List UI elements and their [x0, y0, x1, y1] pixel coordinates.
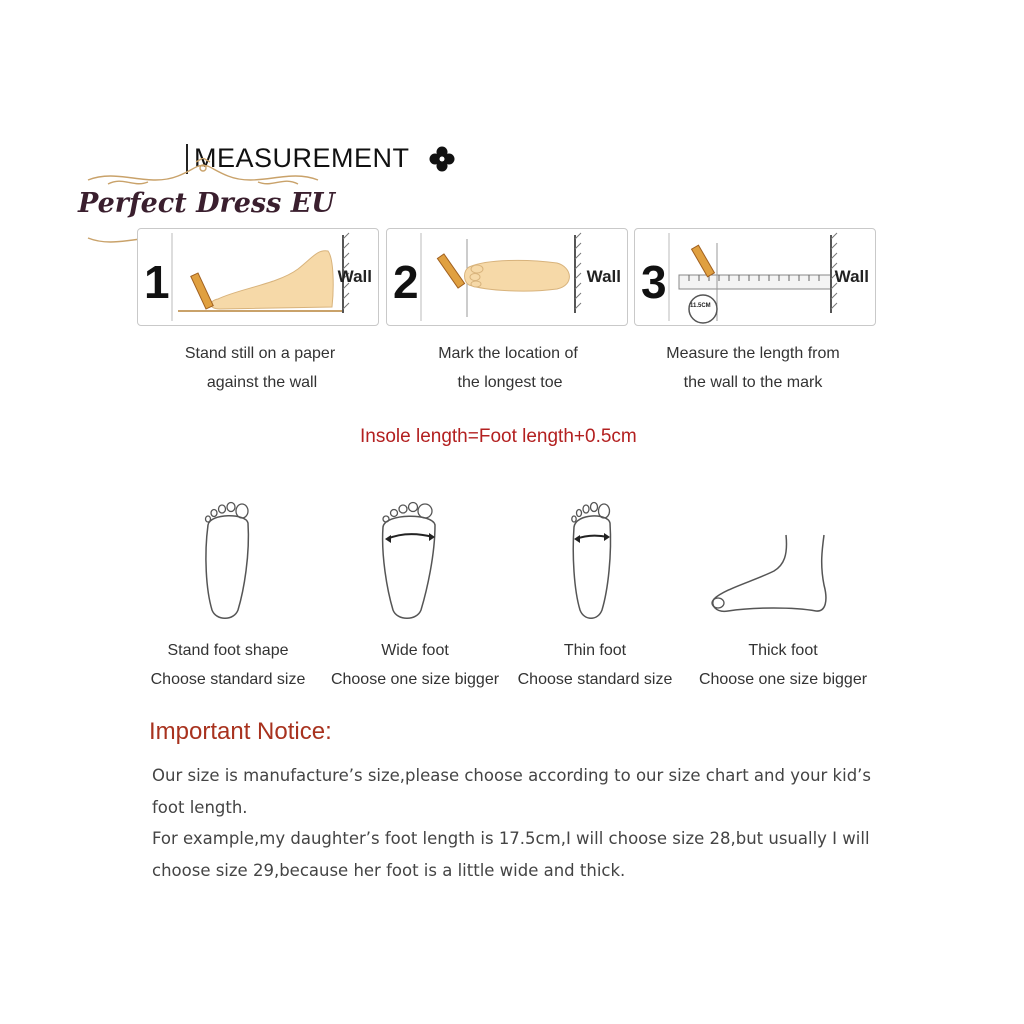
step-1-panel — [137, 228, 379, 326]
standard-foot-icon — [198, 495, 258, 625]
page-title: MEASUREMENT — [194, 143, 410, 173]
notice-paragraph: For example,my daughter’s foot length is 17.5cm,I will choose size 28,but usually I will choose size 29,because her foot is a little wide and thick. — [152, 829, 870, 880]
measure-marker: 11.5CM — [690, 303, 711, 309]
wall-label: Wall — [337, 267, 372, 286]
notice-body — [152, 760, 872, 886]
step-number: 1 — [144, 256, 170, 308]
foot-type-wide: Wide foot Choose one size bigger — [330, 642, 500, 688]
brand-name: Perfect Dress EU — [78, 188, 335, 219]
clover-icon — [428, 145, 456, 173]
step-number: 2 — [393, 256, 419, 308]
wide-foot-icon — [377, 495, 441, 625]
wall-label: Wall — [834, 267, 869, 286]
step-number: 3 — [641, 256, 667, 308]
foot-type-standard: Stand foot shape Choose standard size — [150, 642, 306, 688]
foot-type-thick: Thick foot Choose one size bigger — [698, 642, 868, 688]
foot-type-thin: Thin foot Choose standard size — [517, 642, 673, 688]
step-2-panel — [386, 228, 628, 326]
step-1-caption: Stand still on a paper against the wall — [184, 345, 336, 391]
step-3-caption: Measure the length from the wall to the mark — [666, 345, 840, 391]
notice-paragraph: Our size is manufacture’s size,please choose according to our size chart and your kid’s foot length. — [152, 766, 872, 817]
thick-foot-icon — [704, 495, 834, 625]
insole-formula: Insole length=Foot length+0.5cm — [360, 426, 637, 447]
notice-title: Important Notice: — [149, 718, 332, 745]
thin-foot-icon — [566, 495, 622, 625]
wall-label: Wall — [586, 267, 621, 286]
step-3-panel — [634, 228, 876, 326]
step-2-caption: Mark the location of the longest toe — [438, 345, 578, 391]
